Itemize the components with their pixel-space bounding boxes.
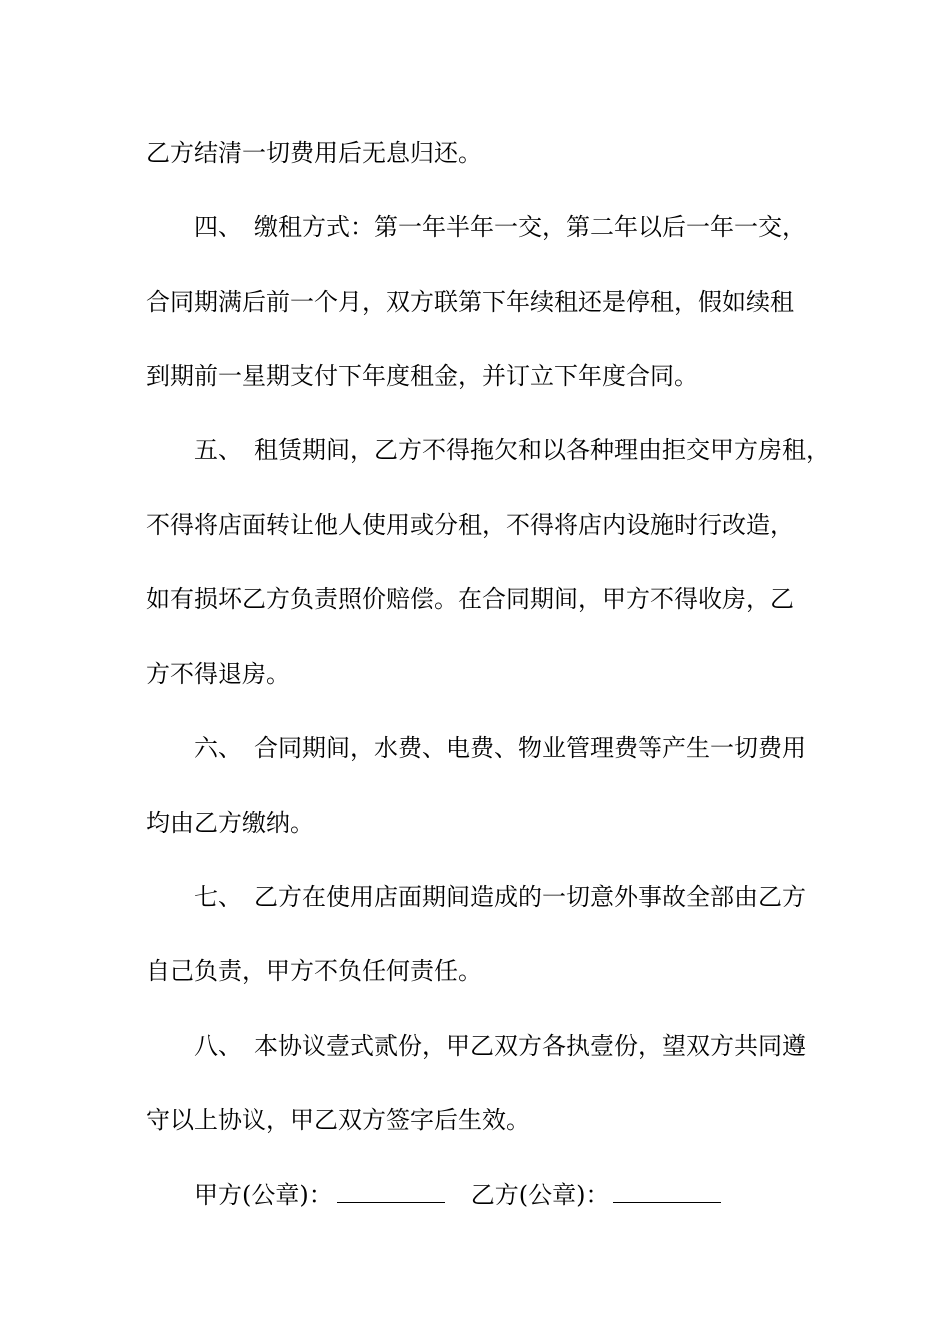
clause-text: 乙方在使用店面期间造成的一切意外事故全部由乙方 bbox=[254, 883, 806, 911]
text-line: 守以上协议，甲乙双方签字后生效。 bbox=[146, 1106, 530, 1134]
clause-text: 租赁期间，乙方不得拖欠和以各种理由拒交甲方房租， bbox=[254, 436, 830, 464]
text-line: 自己负责，甲方不负任何责任。 bbox=[146, 957, 482, 985]
text-line: 不得将店面转让他人使用或分租，不得将店内设施时行改造， bbox=[146, 511, 794, 539]
clause-number: 六、 bbox=[194, 734, 242, 762]
clause-text: 合同期间，水费、电费、物业管理费等产生一切费用 bbox=[254, 734, 806, 762]
clause-number: 八、 bbox=[194, 1032, 242, 1060]
clause-text: 缴租方式：第一年半年一交，第二年以后一年一交， bbox=[254, 213, 806, 241]
clause-5 bbox=[194, 435, 830, 465]
party-b-label: 乙方(公章)： bbox=[470, 1181, 610, 1209]
party-a-signature-line[interactable] bbox=[337, 1180, 445, 1203]
text-line: 乙方结清一切费用后无息归还。 bbox=[146, 139, 482, 167]
clause-8 bbox=[194, 1031, 806, 1061]
clause-number: 七、 bbox=[194, 883, 242, 911]
text-line: 到期前一星期支付下年度租金，并订立下年度合同。 bbox=[146, 362, 698, 390]
clause-text: 本协议壹式贰份，甲乙双方各执壹份，望双方共同遵 bbox=[254, 1032, 806, 1060]
text-line: 均由乙方缴纳。 bbox=[146, 809, 314, 837]
party-a-label: 甲方(公章)： bbox=[194, 1181, 333, 1209]
text-line: 如有损坏乙方负责照价赔偿。在合同期间，甲方不得收房，乙 bbox=[146, 585, 794, 613]
clause-4 bbox=[194, 212, 806, 242]
signature-row bbox=[194, 1180, 721, 1210]
clause-7 bbox=[194, 882, 806, 912]
clause-number: 四、 bbox=[194, 213, 242, 241]
clause-6 bbox=[194, 733, 806, 763]
text-line: 方不得退房。 bbox=[146, 660, 290, 688]
text-line: 合同期满后前一个月，双方联第下年续租还是停租，假如续租 bbox=[146, 288, 794, 316]
clause-number: 五、 bbox=[194, 436, 242, 464]
party-b-signature-line[interactable] bbox=[613, 1180, 721, 1203]
